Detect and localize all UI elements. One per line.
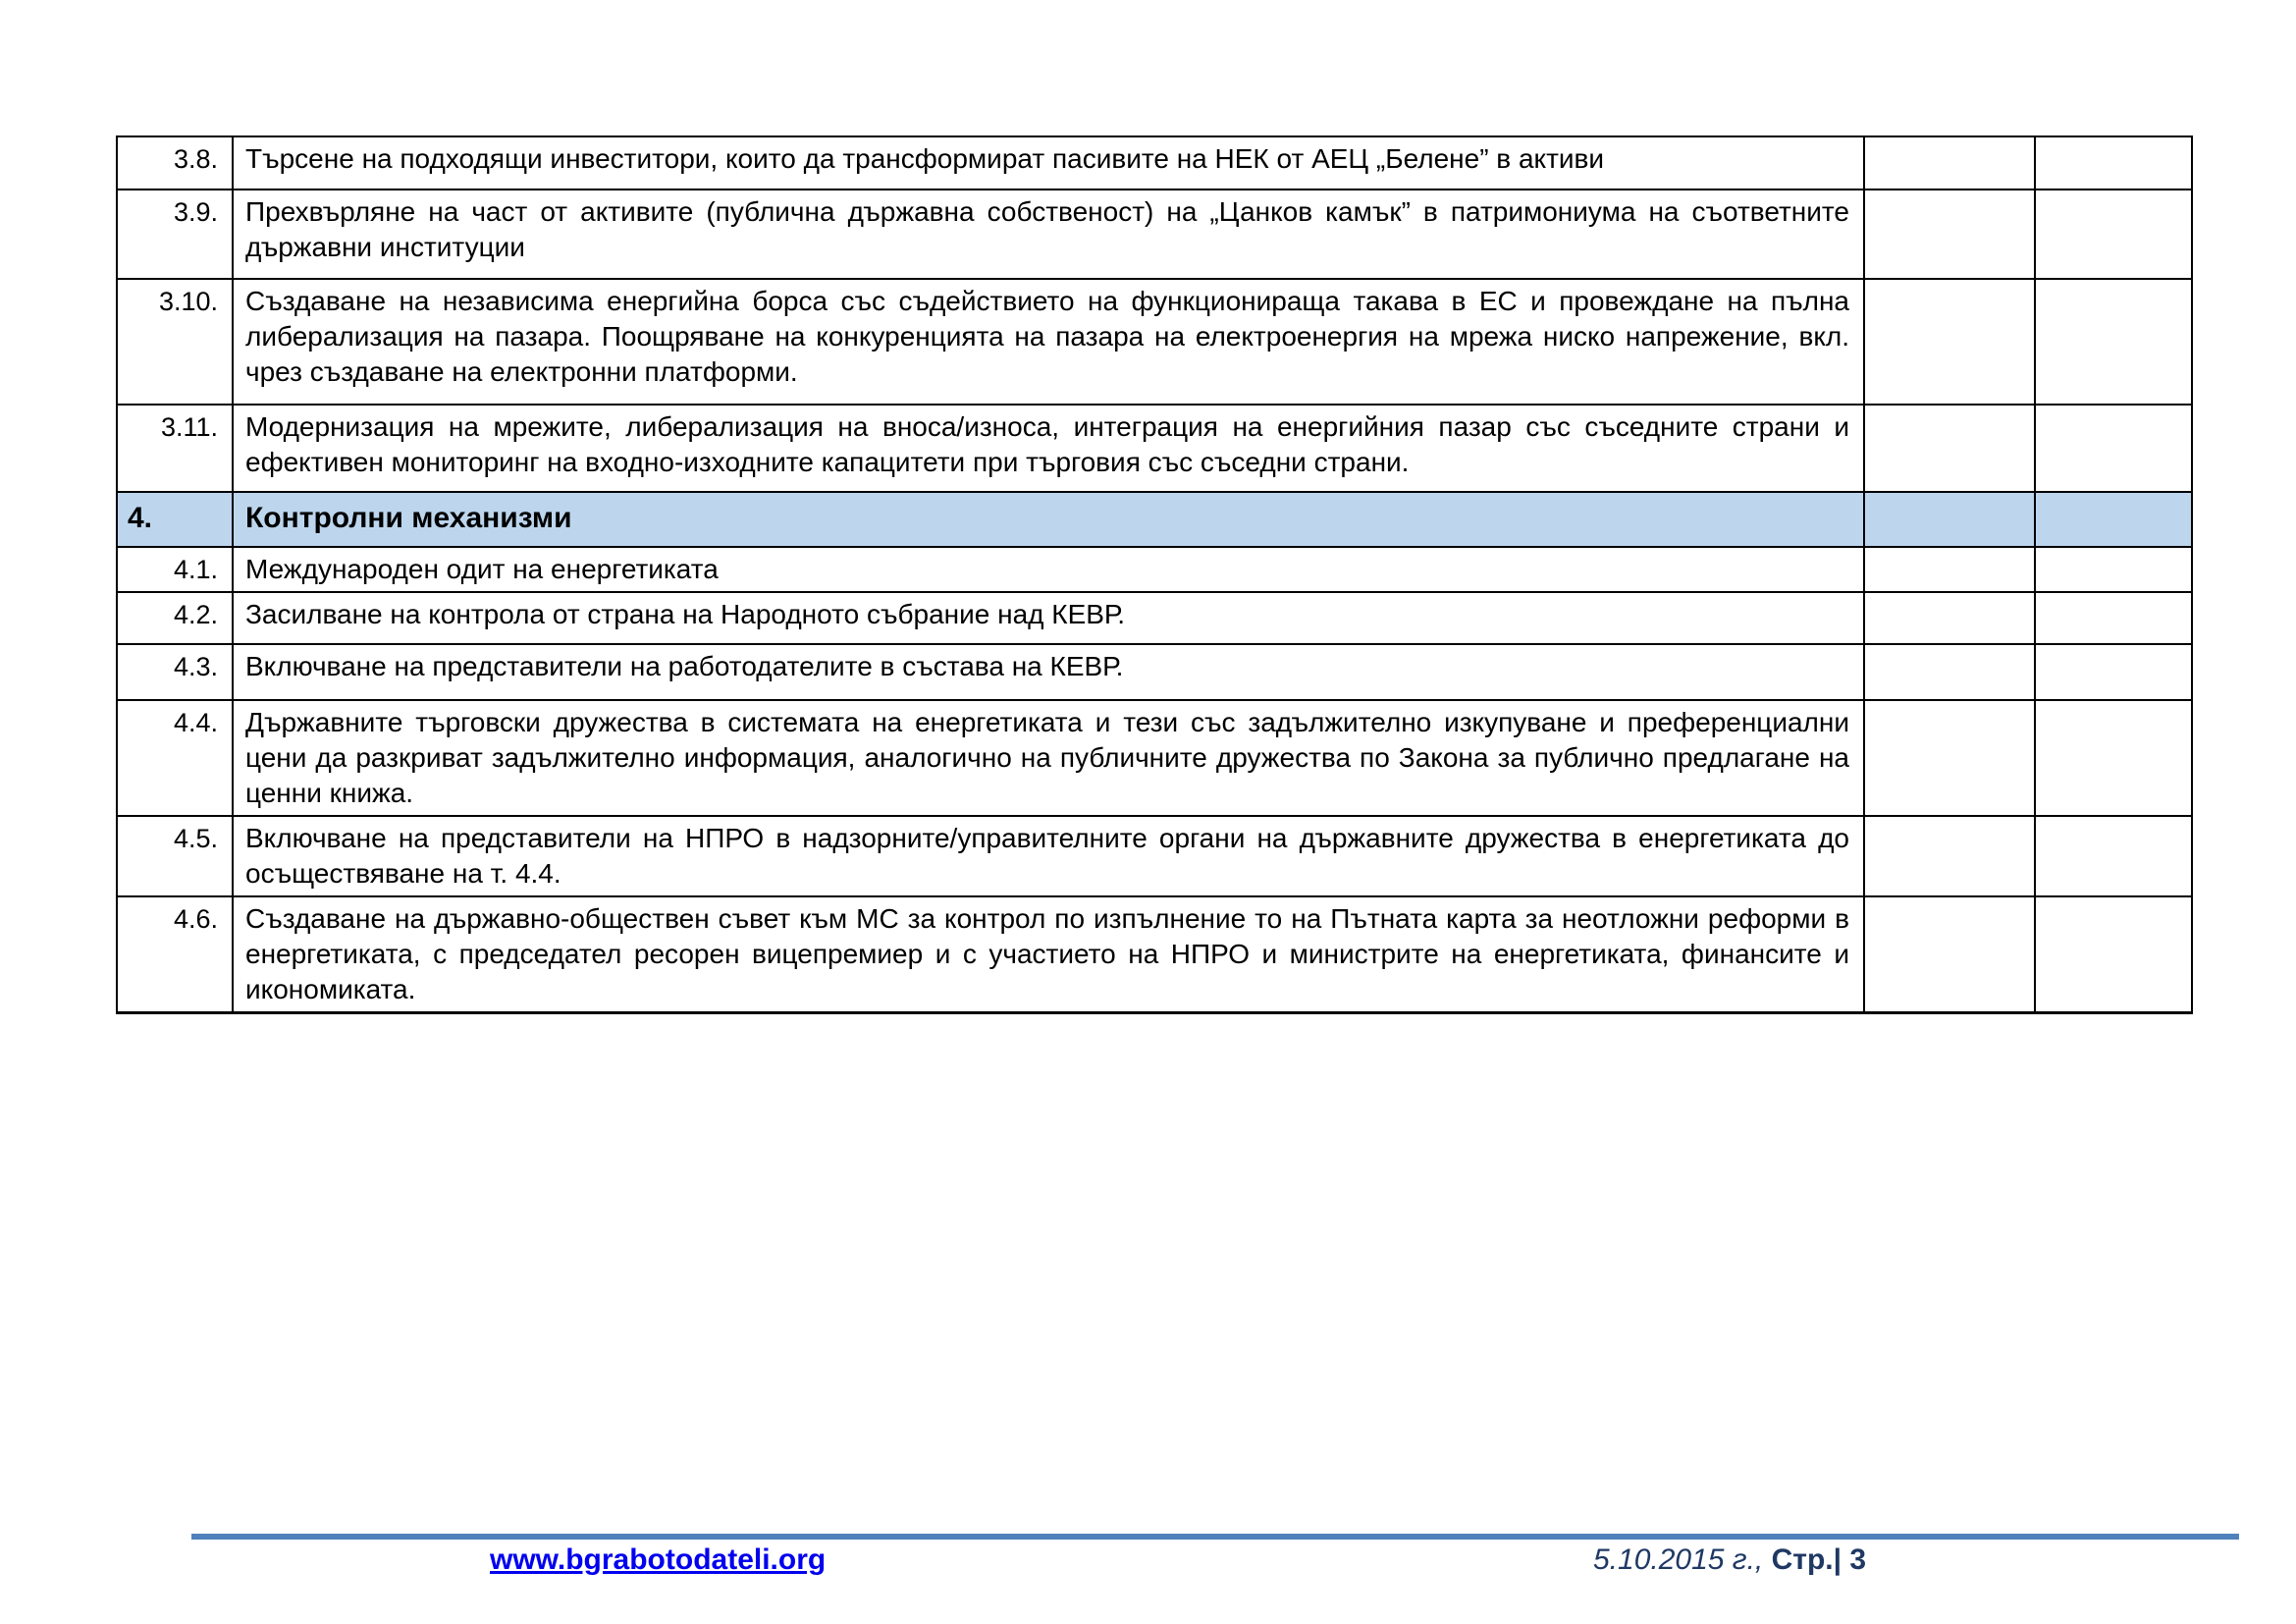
roadmap-table [116,135,2193,1014]
empty-cell-1 [1865,897,2036,1011]
footer-page-info [1593,1543,1888,1577]
table-row [118,406,2191,493]
row-number-cell: 4.1. [118,548,234,591]
row-text-cell: Търсене на подходящи инвеститори, които да трансформират пасивите на НЕК от АЕЦ „Белене” в активи [234,137,1865,189]
table-row [118,897,2191,1011]
row-text-cell: Държавните търговски дружества в системата на енергетиката и тези със задължително изкупуване и преференциални цени да разкриват задължително информация, аналогично на публичните дружества по Закона за публично предлагане на ценни книжа. [234,701,1865,815]
table-row [118,817,2191,897]
empty-cell-1 [1865,493,2036,546]
empty-cell-2 [2036,701,2191,815]
row-number-cell: 4.2. [118,593,234,643]
row-text-cell: Международен одит на енергетиката [234,548,1865,591]
row-text-cell: Прехвърляне на част от активите (публична държавна собственост) на „Цанков камък” в патримониума на съответните държавни институции [234,190,1865,278]
row-number-cell: 3.9. [118,190,234,278]
table-row [118,190,2191,280]
footer-date: 5.10.2015 г., [1593,1543,1764,1576]
row-text-cell: Модернизация на мрежите, либерализация на вноса/износа, интеграция на енергийния пазар със съседните страни и ефективен мониторинг на входно-изходните капацитети при търговия със съседни страни. [234,406,1865,491]
empty-cell-2 [2036,137,2191,189]
row-number-cell: 4.5. [118,817,234,895]
empty-cell-2 [2036,817,2191,895]
empty-cell-2 [2036,897,2191,1011]
section-title-cell: Контролни механизми [234,493,1865,546]
empty-cell-2 [2036,645,2191,699]
row-number-cell: 3.10. [118,280,234,404]
empty-cell-1 [1865,701,2036,815]
empty-cell-1 [1865,548,2036,591]
footer-divider [191,1534,2239,1540]
row-number-cell: 4.3. [118,645,234,699]
table-row [118,645,2191,701]
empty-cell-1 [1865,137,2036,189]
empty-cell-2 [2036,406,2191,491]
empty-cell-2 [2036,493,2191,546]
table-row [118,548,2191,593]
empty-cell-1 [1865,190,2036,278]
row-number-cell: 3.11. [118,406,234,491]
table-row [118,593,2191,645]
row-number-cell: 4.6. [118,897,234,1011]
footer-page-label: Стр.| [1771,1543,1842,1576]
table-row [118,280,2191,406]
table-row [118,137,2191,190]
empty-cell-1 [1865,280,2036,404]
empty-cell-2 [2036,593,2191,643]
row-text-cell: Включване на представители на работодателите в състава на КЕВР. [234,645,1865,699]
row-text-cell: Засилване на контрола от страна на Народното събрание над КЕВР. [234,593,1865,643]
empty-cell-1 [1865,406,2036,491]
empty-cell-1 [1865,817,2036,895]
table-row [118,701,2191,817]
footer-link[interactable]: www.bgrabotodateli.org [490,1543,827,1576]
row-text-cell: Създаване на независима енергийна борса със съдействието на функционираща такава в ЕС и провеждане на пълна либерализация на пазара. Поощряване на конкуренцията на пазара на електроенергия на мрежа ниско напрежение, вкл. чрез създаване на електронни платформи. [234,280,1865,404]
row-number-cell: 4. [118,493,234,546]
empty-cell-2 [2036,190,2191,278]
table-section-header-row [118,493,2191,548]
row-number-cell: 3.8. [118,137,234,189]
row-text-cell: Включване на представители на НПРО в надзорните/управителните органи на държавните дружества в енергетиката до осъществяване на т. 4.4. [234,817,1865,895]
row-text-cell: Създаване на държавно-обществен съвет към МС за контрол по изпълнение то на Пътната карта за неотложни реформи в енергетиката, с председател ресорен вицепремиер и с участието на НПРО и министрите на енергетиката, финансите и икономиката. [234,897,1865,1011]
footer-page-number: 3 [1849,1543,1867,1576]
empty-cell-2 [2036,548,2191,591]
empty-cell-1 [1865,593,2036,643]
empty-cell-1 [1865,645,2036,699]
row-number-cell: 4.4. [118,701,234,815]
empty-cell-2 [2036,280,2191,404]
